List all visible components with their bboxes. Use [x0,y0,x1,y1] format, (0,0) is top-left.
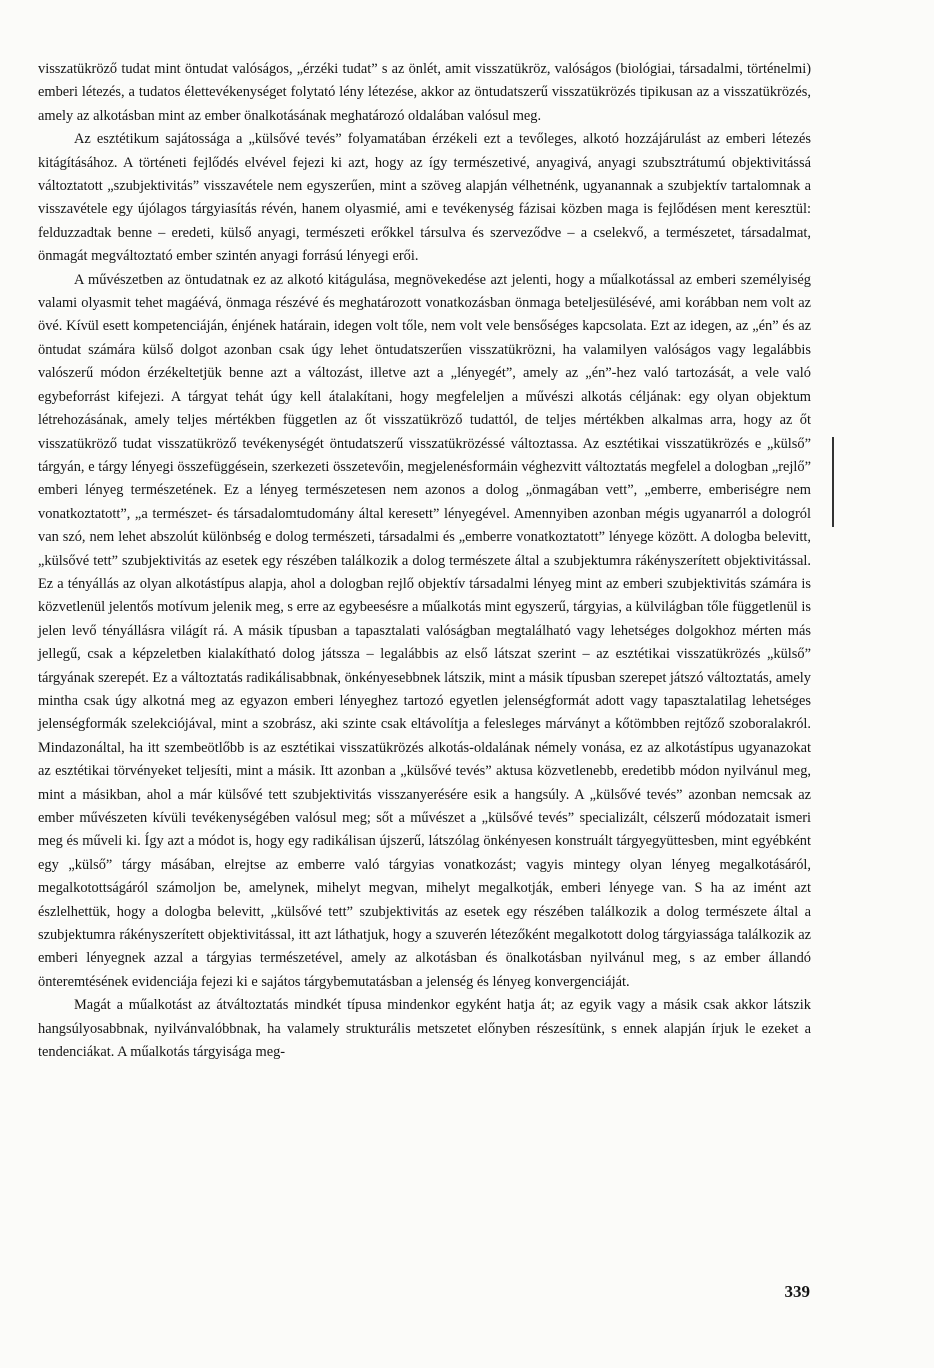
body-text [38,58,811,1064]
paragraph-3: A művészetben az öntudatnak ez az alkotó kitágulása, megnövekedése azt jelenti, hogy a műalkotással az emberi személyiség valami olyasmit tehet magáévá, önmaga részévé és meghatározott vonatkozásban önmaga beteljesülésévé, ami korábban nem volt az övé. Kívül esett kompetenciáján, énjének határain, idegen volt tőle, nem volt vele bensőséges kapcsolata. Ezt az idegen, az „én” és az öntudat számára külső dolgot azonban csak úgy lehet öntudatszerűen visszatükrözni, ha valamilyen valóságos vagy legalábbis valószerű módon érzékeltetjük benne azt a változást, illetve azt a „lényegét”, amely az „én”-hez való tartozását, a vele való egybeforrást kifejezi. A tárgyat tehát úgy kell átalakítani, hogy megfeleljen a művészi alkotás céljának: egy olyan objektum létrehozásának, amely teljes mértékben független az őt visszatükröző tudattól, de teljes mértékben alkalmas arra, hogy az őt visszatükröző tudat visszatükröző tevékenységét öntudatszerű visszatükrözéssé változtassa. Az esztétikai visszatükrözés e „külső” tárgyán, e tárgy lényegi összefüggésein, szerkezeti összetevőin, megjelenésformáin véghezvitt változtatás megfelel a dologban „rejlő” emberi lényeg természetének. Ez a lényeg természetesen nem azonos a dolog „önmagában vett”, „emberre, emberiségre nem vonatkoztatott”, „a természet- és társadalomtudomány által keresett” lényegével. Amennyiben azonban mégis ugyanarról a dologról van szó, nem lehet abszolút különbség e dolog természeti, társadalmi és „emberre vonatkoztatott” lényege között. A dologba belevitt, „külsővé tett” szubjektivitás az esetek egy részében találkozik a dolog természete által a szubjektumra rákényszerített objektivitással. Ez a tényállás az olyan alkotástípus alapja, ahol a dologban rejlő objektív társadalmi lényeg mint az emberi szubjektivitás számára is közvetlenül jelentős motívum jelenik meg, s erre az egybeesésre a műalkotás mint egyszerű, tárgyias, a külvilágban tőle függetlenül is jelen levő tényállásra világít rá. A másik típusban a tapasztalati valóságban megtalálható vagy lehetséges dolgokhoz mérten más jellegű, csak a képzeletben kialakítható dolog játssza – legalábbis az első látszat szerint – az esztétikai visszatükrözés „külső” tárgyának szerepét. Ez a változtatás radikálisabbnak, önkényesebbnek látszik, mint a másik típusban szerepet játszó változtatás, amely mintha csak úgy alkotná meg az egyazon emberi lényeghez tartozó egyetlen jelenségformát adott vagy tapasztalatilag lehetséges jelenségformák szelekciójával, mint a szobrász, aki szinte csak eltávolítja a felesleges márványt a kőtömbben rejtőző szoboralakról. Mindazonáltal, ha itt szembeötlőbb is az esztétikai visszatükrözés alkotás-oldalának némely vonása, ez az alkotástípus ugyanazokat az esztétikai törvényeket teljesíti, mint a másik. Itt azonban a „külsővé tevés” aktusa közvetlenebb, eredetibb módon nyilvánul meg, mint a másikban, ahol a már külsővé tett szubjektivitás visszanyerésére esik a hangsúly. A „külsővé tevés” azonban nemcsak az ember művészeten kívüli tevékenységében valósul meg; sőt a művészet a „külsővé tevés” specializált, célszerű módozatait ismeri meg és műveli ki. Így azt a módot is, hogy egy radikálisan újszerű, látszólag önkényesen konstruált tárgyegyüttesben, mint egyébként egy „külső” tárgy másában, elrejtse az emberre való tárgyias vonatkozást; vagyis mintegy olyan lényeg megalkotásáról, megalkotottságáról számoljon be, amelynek, mihelyt megvan, mihelyt megalkotják, emberi lényege van. S ha az imént azt észlelhettük, hogy a dologba belevitt, „külsővé tett” szubjektivitás az esetek egy részében találkozik a dolog természete által a szubjektumra rákényszerített objektivitással, itt azt láthatjuk, hogy a szuverén létezőként megalkotott dolog tárgyiassága találkozik az emberi lényegnek azzal a tárgyias természetével, amely az alkotásban és önalkotásban nyilvánul meg, s az ember állandó önteremtésének evidenciája fejezi ki e sajátos tárgybemutatásban a jelenség és lényeg konvergenciáját. [38,271,811,990]
paragraph-1: visszatükröző tudat mint öntudat valóságos, „érzéki tudat” s az önlét, amit visszatükröz, valóságos (biológiai, társadalmi, történelmi) emberi létezés, a tudatos élettevékenységet folytató lény létezése, akkor az öntudatszerű visszatükrözés tipikusan az a visszatükrözés, amely az alkotásban mint az ember önalkotásának meghatározó oldalában valósul meg. [38,61,811,124]
page-number: 339 [784,1282,810,1301]
paragraph-2: Az esztétikum sajátossága a „külsővé tevés” folyamatában érzékeli ezt a tevőleges, alkotó hozzájárulást az emberi létezés kitágításához. A történeti fejlődés elvével fejezi ki azt, hogy az így természetivé, anyagivá, anyagi szubsztrátumú objektivitássá változtatott „szubjektivitás” visszavétele nem egyszerűen, mint a szöveg alapján vélhetnénk, ugyanannak a szubjektív tartalomnak a visszavétele egy újólagos tárgyiasítás révén, hanem olyasmié, ami e tevékenység fázisai közben maga is fejlődésen ment keresztül: felduzzadtak benne – eredeti, külső anyagi, természeti erőkkel társulva és szerveződve – a cselekvő, a természetet, társadalmat, önmagát megváltoztató ember szintén anyagi forrású lényegi erői. [38,131,811,265]
paragraph-4: Magát a műalkotást az átváltoztatás mindkét típusa mindenkor egyként hatja át; az egyik vagy a másik csak akkor látszik hangsúlyosabbnak, nyilvánvalóbbnak, ha valamely strukturális metszetet előnyben részesítünk, s ennek alapján írjuk le ezeket a tendenciákat. A műalkotás tárgyisága meg- [38,997,811,1061]
margin-mark [832,437,834,527]
